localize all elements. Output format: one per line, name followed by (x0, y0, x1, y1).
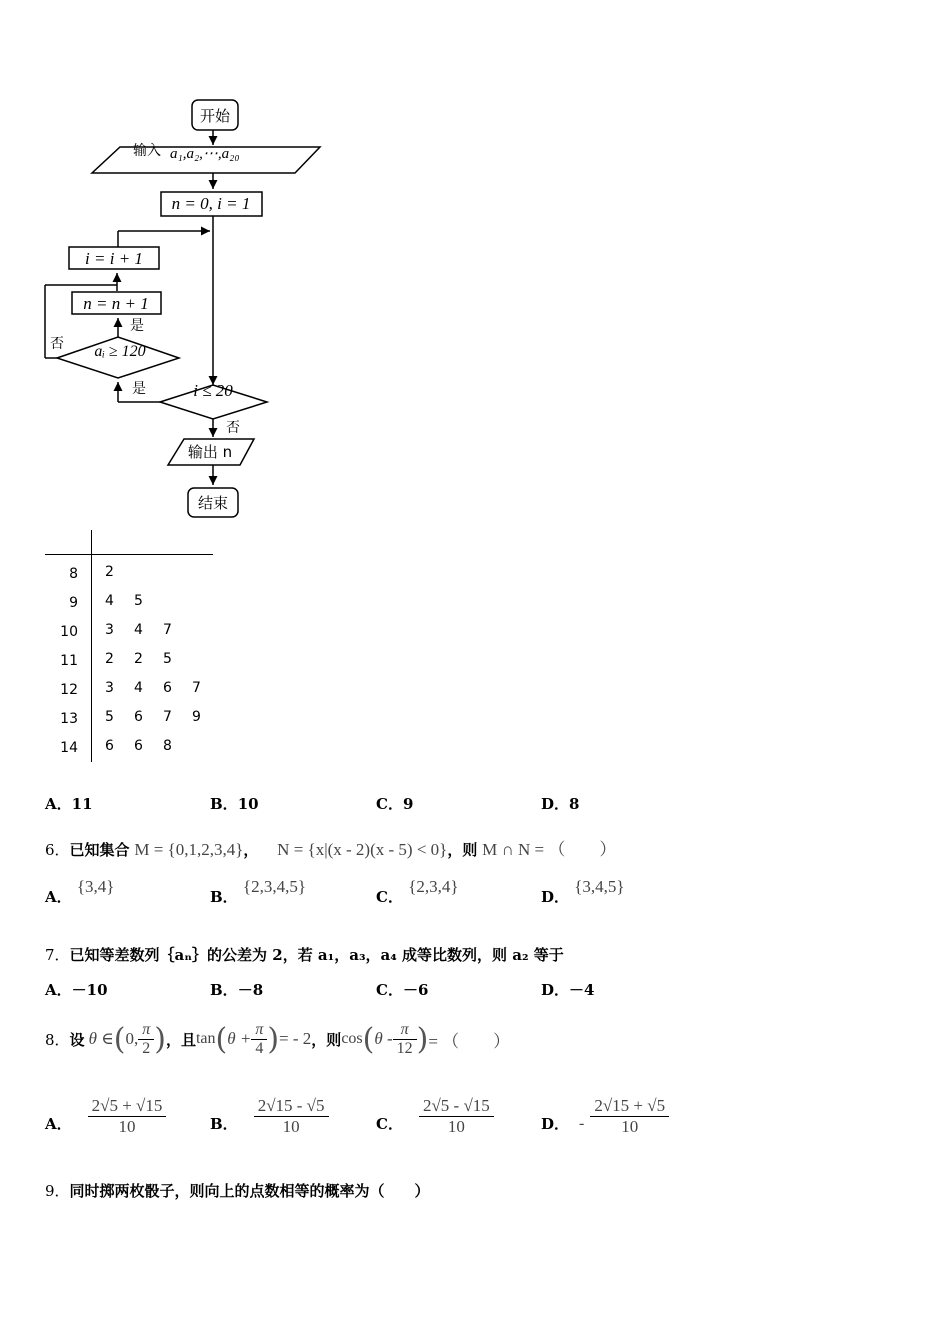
stem-leaf-row (40, 653, 240, 673)
leaf: 4 (134, 622, 143, 638)
cond-a-label: aᵢ ≥ 120 (94, 343, 146, 360)
option-fraction (88, 1096, 167, 1137)
q9-stem: 9．同时掷两枚骰子，则向上的点数相等的概率为（ ） (45, 1182, 430, 1200)
stem-leaf-plot (40, 530, 240, 770)
init-label: n = 0, i = 1 (171, 194, 251, 213)
q8-option-d (541, 1096, 669, 1137)
q8-option-a (45, 1096, 166, 1137)
q7-stem: 7．已知等差数列｛aₙ｝的公差为 2，若 a₁，a₃，a₄ 成等比数列，则 a₂ 等于 (45, 946, 564, 964)
leaf: 6 (163, 680, 172, 696)
leaf: 6 (134, 738, 143, 754)
output-label: 输出 n (187, 443, 233, 461)
option-numerator: 2√5 + √15 (88, 1096, 167, 1117)
option-numerator: 2√15 - √5 (254, 1096, 329, 1117)
stem: 11 (60, 653, 78, 669)
stem-leaf-row (40, 682, 240, 702)
leaf: 4 (105, 593, 114, 609)
option-letter: B． (210, 1115, 238, 1133)
stem: 8 (69, 566, 78, 582)
stem: 13 (60, 711, 78, 727)
leaf: 7 (163, 709, 172, 725)
q8-option-c (376, 1096, 494, 1137)
option-sign: - (579, 1114, 585, 1132)
q8-stem: 8． 设 θ ∈ ( 0, $\frac{\pi}{2}$ ) ，且 tan ( θ + $\frac{\pi}{4}$ ) = - 2 ，则 cos ( θ - $\frac{\pi}{12}$ ) = （ ） (45, 1020, 511, 1057)
option-letter: D． (541, 1115, 570, 1133)
input-vars: a₁,a₂,⋯,a₂₀ (170, 146, 240, 162)
q5-option-a: A．11 (45, 795, 93, 813)
leaf: 8 (163, 738, 172, 754)
stem: 14 (60, 740, 78, 756)
q6-stem: 6．已知集合 M = {0,1,2,3,4}， N = {x|(x - 2)(x - 5) < 0}，则 M ∩ N = （ ） (45, 840, 617, 859)
leaf: 2 (105, 651, 114, 667)
flowchart (40, 95, 340, 525)
option-denominator: 10 (118, 1117, 136, 1136)
cond-i-label: i ≤ 20 (193, 381, 233, 400)
stem-leaf-row (40, 711, 240, 731)
option-letter: C． (376, 1115, 403, 1133)
q8-option-b (210, 1096, 329, 1137)
yes1-label: 是 (130, 318, 144, 334)
start-label: 开始 (199, 107, 231, 125)
q6-option-a: A． {3,4} (45, 877, 115, 906)
q6-option-b: B． {2,3,4,5} (210, 877, 306, 906)
leaf: 7 (163, 622, 172, 638)
stem: 10 (60, 624, 78, 640)
leaf: 9 (192, 709, 201, 725)
stem: 12 (60, 682, 78, 698)
leaf: 5 (134, 593, 143, 609)
leaf: 5 (163, 651, 172, 667)
incr-i-label: i = i + 1 (85, 249, 143, 268)
q6-option-c: C． {2,3,4} (376, 877, 459, 906)
option-numerator: 2√5 - √15 (419, 1096, 494, 1117)
leaf: 5 (105, 709, 114, 725)
q5-option-d: D．8 (541, 795, 580, 813)
q7-option-b: B．－8 (210, 981, 264, 999)
leaf: 6 (134, 709, 143, 725)
option-denominator: 10 (621, 1117, 639, 1136)
option-fraction (590, 1096, 669, 1137)
option-letter: A． (45, 1115, 72, 1133)
leaf: 7 (192, 680, 201, 696)
q5-option-b: B．10 (210, 795, 259, 813)
option-denominator: 10 (447, 1117, 465, 1136)
option-fraction (419, 1096, 494, 1137)
yes2-label: 是 (132, 381, 146, 397)
q7-option-d: D．－4 (541, 981, 595, 999)
leaf: 2 (105, 564, 114, 580)
q7-option-c: C．－6 (376, 981, 429, 999)
input-prefix: 输入 (133, 143, 161, 159)
stem-leaf-row (40, 740, 240, 760)
leaf: 2 (134, 651, 143, 667)
stem-leaf-row (40, 624, 240, 644)
no2-label: 否 (226, 420, 240, 436)
option-numerator: 2√15 + √5 (590, 1096, 669, 1117)
leaf: 4 (134, 680, 143, 696)
stem-leaf-row (40, 566, 240, 586)
option-fraction (254, 1096, 329, 1137)
q7-option-a: A．－10 (45, 981, 108, 999)
end-label: 结束 (197, 494, 229, 512)
leaf: 3 (105, 622, 114, 638)
option-denominator: 10 (282, 1117, 300, 1136)
q5-option-c: C．9 (376, 795, 414, 813)
leaf: 6 (105, 738, 114, 754)
leaf: 3 (105, 680, 114, 696)
stem-leaf-row (40, 595, 240, 615)
q6-option-d: D． {3,4,5} (541, 877, 625, 906)
stem: 9 (69, 595, 78, 611)
incr-n-label: n = n + 1 (83, 294, 149, 313)
no1-label: 否 (50, 336, 64, 352)
